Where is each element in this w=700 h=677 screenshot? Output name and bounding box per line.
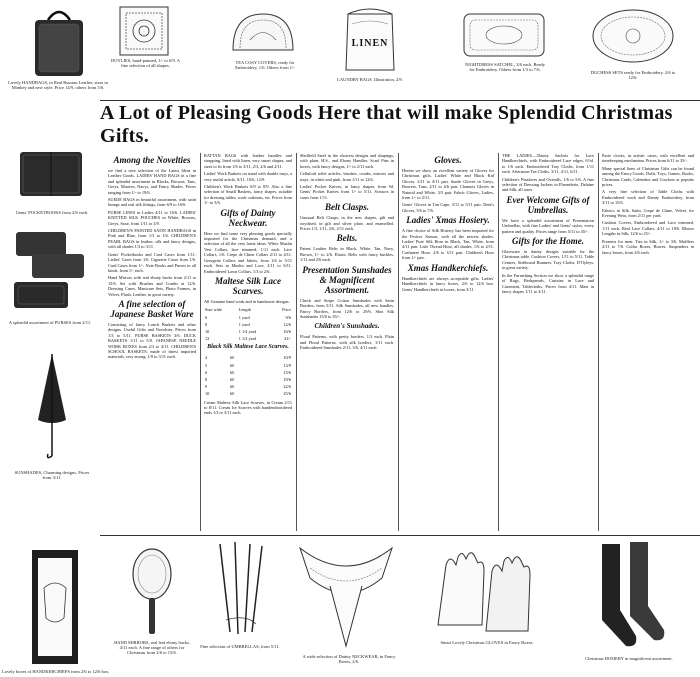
maltese-scarves-heading: Maltese Silk Lace Scarves. (215, 275, 281, 296)
duchess-caption: DUCHESS SETS ready for Embroidery. 2/6 to 12/6. (590, 70, 676, 80)
column-belts (300, 153, 394, 533)
neckwear-caption: A wide selection of Dainty NECKWEAR, in Fancy Boxes, 2/6. (302, 654, 396, 664)
home-gifts-heading: Gifts for the Home. (512, 236, 584, 247)
cream-scarves-text: Cream Maltese Silk Lace Scarves, in Cream 2/11 to 8/11. Cream Ice Scarves with handembroidered ends 1/3 to 3/11 each. (204, 399, 292, 416)
price-table-cell: 60 (229, 355, 235, 361)
column-umbrellas (502, 153, 594, 533)
children-sunshades-text: Floral Patterns, with pretty borders, 1/3 each. Plain and Floral Patterns, with silk borders, 1/11 each. Embroidered Sunshades 2/11, 3/6, 4/11 each. (300, 334, 394, 351)
duchess-set-illustration (590, 6, 676, 66)
sunshade-illustration (32, 350, 72, 462)
pinafores-text: Children's Pinafores and Overalls, 1/6 to 5/6. A fine selection of Dressing Jackets in Flannelette, Delaine and Silk, all sizes. (502, 176, 594, 193)
price-table-cell: 60 (229, 384, 235, 390)
basket-ware-text: Consisting of fancy Lunch Baskets and other designs. Useful Gifts and Novelties. Prices from 1/3 to 5/11. PURSE BASKETS 3/6. DUCK BASKETS 1/11 to 5/9. JAPANESE NEEDLE WORK BOXES from 2/3 to 4/11. CHILDREN'S SCHOOL BASKETS, made of finest imported materials, very strong, 1/9 to 3/11 each. (108, 321, 196, 360)
novelties-text-2: SUEDE BAGS in beautiful assortment, with satin linings and real silk fittings, from 6/9 to 16/6. (108, 197, 196, 208)
handbag-illustration (30, 6, 88, 78)
price-table-cell: 60 (229, 376, 235, 382)
price-table-row (204, 369, 292, 376)
black-silk-heading: Black Silk Maltese Lace Scarves. (207, 344, 289, 351)
novelties-text-3: PURSE LINES in Ladies 4/11 to 16/6. LADIES' KNITTED SILK POUCHES in White, Browns, Greys, Saxe, from 1/11 to 3/9. (108, 209, 196, 226)
price-table-cell: 21/- (284, 336, 291, 342)
price-table-row (204, 306, 292, 313)
handkerchiefs-text: Handkerchiefs are always acceptable gifts. Ladies' Handkerchiefs in fancy boxes, 2/6 to 12/6 box. Gents' Handkerchiefs in boxes, from 3/11. (402, 275, 494, 292)
price-table-row (204, 376, 292, 383)
home-gifts-text: Glassware in dainty designs suitable for the Christmas table. Cushion Covers, 1/11 to 5/11. Table Centres, Sideboard Runners, Tray Cloths, D'Oyleys, in great variety. (502, 249, 594, 271)
hosiery-illustration (580, 540, 674, 652)
column-divider (200, 153, 201, 531)
nightdress-satchel-illustration (462, 12, 546, 58)
price-table-cell: 60 (229, 369, 235, 375)
price-table-row (204, 335, 292, 342)
price-table-cell: Price (282, 307, 291, 313)
price-table-cell: 8 (205, 321, 208, 327)
novelties-text-4: CHILDREN'S PAINTED SATIN HANDBAGS in Pink and Blue, from 1/3 to 1/6. CHILDREN'S PEARL BAGS in leather, silk and fancy designs, with all shades 1/3 to 3/11. (108, 228, 196, 250)
column-novelties (108, 153, 196, 533)
belt-clasps-text: Unusual Belt Clasps, in the new shapes, gilt and oxydised, in gilt and silver plate, and enamelled. Prices 1/3, 1/11, 2/6, 2/11 each. (300, 215, 394, 232)
price-table-cell: 9/6 (285, 314, 291, 320)
children-baskets-text: Children's Work Baskets 6/9 to 8/9. Also a fine selection of Small Baskets, fancy shapes, suitable for dressing tables, work cushions, etc. Prices from 1/- to 3/6. (204, 184, 292, 206)
sunshades-text: Check and Stripe Cotton Sunshades with Satin Borders, from 5/11. Silk Sunshades, all new handles, Fancy Borders, from 12/6 to 29/6. Shot Silk Sunshades 15/6 to 35/-. (300, 297, 394, 319)
price-table-cell: 25/6 (283, 391, 291, 397)
price-table-cell: 10 (205, 328, 210, 334)
headline: A Lot of Pleasing Goods Here that will make Splendid Christmas Gifts. (100, 102, 673, 147)
gents-gloves-text: Gents' Gloves in Tan Cape, 3/11 to 5/11 pair. Dent's Gloves, 5/6 to 7/6. (402, 202, 494, 213)
gloves-heading: Gloves. (434, 155, 462, 165)
price-table-cell: 1 1/4 yard (238, 328, 257, 334)
maltese-scarves-text: All Genuine hand work and in handsome designs. (204, 298, 290, 304)
column-neckwear (204, 153, 292, 533)
price-table-cell: 12/6 (283, 321, 291, 327)
price-table-cell: 1 1/2 yard (238, 336, 257, 342)
price-table-cell: 16/6 (283, 328, 291, 334)
laundry-caption: LAUNDRY BAGS. Illustration, 2/9. (337, 77, 403, 82)
belt-clasps-heading: Belt Clasps. (324, 202, 369, 213)
sachets-text: THE LADIES.—Dainty Sachets for Lace Handkerchiefs, with Embroidered Lace edges, 6½d. to 1/6 each. Embroidered Tray Cloths, from 1/11 each. Afternoon Tea Cloths, 3/11, 4/11, 6/11. (502, 153, 594, 175)
price-table-cell: 19/6 (283, 376, 291, 382)
neckwear-heading: Gifts of Dainty Neckwear. (220, 207, 276, 228)
sunshades-caption: SUNSHADES, Charming designs. Prices from 3/11. (14, 470, 90, 480)
price-table-row (204, 362, 292, 369)
advertisement-sheet (100, 100, 700, 536)
fabrics-text: Fabrics in Silk, Satin, Crepe de Chine, Velvet, for Evening Wear, from 2/11 per yard. (602, 207, 694, 219)
scarf-table-1 (204, 306, 292, 342)
handkerchiefs-heading: Xmas Handkerchiefs. (407, 262, 489, 273)
celluloid-text: Celluloid toilet articles, brushes, combs, mirrors and trays, in white and pink, from 1/11 to 12/6. (300, 171, 394, 182)
scarf-table-2 (204, 354, 292, 397)
umbrellas-caption: Fine selection of UMBRELLAS, from 5/11. (200, 644, 280, 649)
novelties-text-1: we find a nice selection of the Latest Ideas in Leather Goods. LADIES' HAND BAGS in a fine and splendid assortment in Blacks, Browns, Tans, Greys, Mauves, Navys, and Fancy Shades. Prices ranging from 1/- to 19/6. (108, 168, 196, 195)
hosiery-text: A fine choice of Silk Hosiery has been imported for the Festive Season, with all the newest shades. Ladies' Pure Silk Hose in Black, Tan, White, from 4/11 pair. Lisle Thread Hose, all shades, 1/6 to 2/11. Cashmere Hose, 2/6 to 3/11 pair. Children's Hose from 1/- pair. (402, 228, 494, 261)
rattan-bags-text: RATTAN BAGS with leather handles and strapping, lined with linen, very smart shapes, and sizes to fit from 1/6 to 3/11, 2/3, 2/6 and 2/11. (204, 153, 292, 169)
price-table-cell: 22/6 (283, 384, 291, 390)
handbags-caption: Lovely HANDBAGS, in Real Russian Leather, sizes in Monkey and new style. Price 14/9, others from 5/6. (8, 80, 108, 90)
handkerchiefs-caption: Lovely boxes of HANDKERCHIEFS from 2/6 to 12/6 box. (2, 669, 110, 674)
presents-men-text: Presents for men: Ties in Silk, 1/- to 3/6. Mufflers 2/11 to 7/6. Collar Boxes, Braces, Suspenders in fancy boxes, from 2/6 each. (602, 238, 694, 255)
column-divider (398, 153, 399, 531)
steel-text: Sheffield Steel in the choicest designs and shapings, with plain, H.S., and Ebony Handles. Scarf Pins in boxes, with fancy designs, 1/- to 2/11 each. (300, 153, 394, 169)
price-table-row (204, 354, 292, 361)
price-table-cell: 1 yard (238, 314, 250, 320)
mirrors-caption: HAND MIRRORS, real leaf ebony backs, 4/11 each. A fine range of others for Christmas from 2/6 to 15/6. (114, 640, 190, 655)
gloves-caption: Smart Lovely Christmas GLOVES in Fancy Boxes. (440, 640, 534, 645)
price-table-cell: 15/6 (283, 369, 291, 375)
tea-cosy-illustration (230, 10, 296, 52)
price-table-cell: 10/9 (283, 355, 291, 361)
work-baskets-text: Ladies' Work Baskets on stand with double trays, a very useful article, 8/11, 10/6, 12/9. (204, 171, 292, 182)
doylie-illustration (118, 5, 170, 57)
gloves-text: Herein we show an excellent variety of Gloves for Christmas gifts. Ladies' White and Black Kid Gloves, 2/11 to 4/11 pair. Suede Gloves in Greys, Beavers, Tans, 2/11 to 4/6 pair. Chamois Gloves in Natural and White, 3/3 pair. Fabric Gloves, Ladies, from 1/- to 2/11. (402, 168, 494, 201)
doylies-caption: DOYLIES, hand-painted, 1/- to 6/9. A fine selection of all shapes. (111, 58, 180, 68)
table-cloths-text: A very fine selection of Table Cloths with Embroidered work and Dainty Embroidery, from 3/11 to 15/6. (602, 189, 694, 206)
price-table-cell: 5 (205, 362, 208, 368)
price-table-cell: 60 (229, 391, 235, 397)
belts-heading: Belts. (336, 233, 358, 244)
pocketbook-illustration (18, 148, 84, 200)
neckwear-text: Here we find some very pleasing goods specially imported for the Christmas demand, and a selection of all the very latest ideas. White Muslin Vest Collars, lace trimmed, 1/11 each. Lace Collars, 1/6. Crepe de Chine Collars 2/11 to 4/11. Georgette Collars and Jabots, from 1/6 to 5/11 each. Sets in Muslin and Lace, 2/11 to 6/11. Embroidered Lawn Collars, 1/3 to 2/6. (204, 230, 292, 274)
children-sunshades-heading: Children's Sunshades. (314, 322, 380, 331)
price-table-cell: 10 (205, 391, 210, 397)
purses-illustration (10, 228, 90, 312)
price-table-row (204, 390, 292, 397)
price-table-row (204, 321, 292, 328)
price-table-cell: 1 yard (238, 321, 250, 327)
column-misc (602, 153, 694, 533)
novelties-text-5: Gents' Pocketbooks and Card Cases from 1/11. Ladies' Cases from 1/6. Cigarette Cases from 1/6. Card Cases from 1/-. Note Books and Purses in all kinds, from 1/- each. (108, 251, 196, 273)
nightdress-caption: NIGHTDRESS SATCHEL, 3/6 each. Ready for Embroidery. Others from 1/3 to 7/6. (465, 62, 545, 72)
novelties-heading: Among the Novelties (113, 155, 191, 165)
pocketbooks-caption: Gents' POCKETBOOKS from 2/6 each. (15, 210, 89, 215)
price-table-cell: 13/9 (283, 362, 291, 368)
neckwear-illustration (290, 538, 402, 650)
purses-caption: A splendid assortment of PURSES from 2/11. (8, 320, 92, 325)
umbrellas-text: We have a splendid assortment of Presentation Umbrellas, with fine Ladies' and Gents' styles, every pattern and quality. Prices range from 5/11 to 45/-. (502, 217, 594, 234)
furnishing-text: In the Furnishing Section we show a splendid range of Rugs, Bedspreads, Curtains in Lace and Casement, Tablecloths. Prices from 4/11. Mats in fancy shapes 1/11 to 2/11. (502, 272, 594, 294)
price-table (204, 306, 292, 342)
handkerchief-box-illustration (30, 548, 80, 668)
price-table-cell: Size wide (205, 307, 222, 313)
price-table-cell: Length (238, 307, 251, 313)
price-table-cell: 6 (205, 369, 208, 375)
price-table-cell: 6 (205, 314, 208, 320)
sunshades-heading: Presentation Sunshades & Magnificent Assortment. (302, 264, 392, 295)
price-table (204, 354, 292, 397)
column-gloves (402, 153, 494, 533)
umbrellas-heading: Ever Welcome Gifts of Umbrellas. (506, 194, 590, 215)
price-table-cell: 60 (229, 362, 235, 368)
hosiery-heading: Ladies' Xmas Hosiery. (406, 215, 490, 226)
basket-ware-heading: A fine selection of Japanese Basket Ware (110, 298, 194, 319)
column-divider (598, 153, 599, 531)
hosiery-caption: Christmas HOSIERY in magnificent assortment. (585, 656, 673, 661)
price-table-cell: 12 (205, 336, 210, 342)
linen-label: LINEN (351, 38, 389, 49)
price-table-row (204, 383, 292, 390)
price-table-cell: 4 (205, 355, 208, 361)
tea-cosy-caption: TEA COSY COVERS, ready for Embroidery, 1/6. Others from 1/- (235, 60, 295, 70)
price-table-row (204, 328, 292, 335)
belts-text: Patent Leather Belts in Black, White, Tan, Navy, Brown, 1/- to 2/6. Elastic Belts with fancy buckles, 1/11 and 2/6 each. (300, 246, 394, 263)
column-divider (498, 153, 499, 531)
laundry-bag-illustration (340, 4, 400, 74)
cushion-covers-text: Cushion Covers, Embroidered and Lace trimmed, 1/11 each. Real Lace Collars, 4/11 to 18/6. Blouse Lengths in Silk, 12/6 to 25/-. (602, 220, 694, 237)
gloves-illustration (428, 545, 540, 635)
knives-text: Ladies' Pocket Knives, in fancy shapes, from 9d. Gents' Pocket Knives from 1/- to 5/11. Scissors in cases from 1/11. (300, 184, 394, 200)
hand-mirror-illustration (130, 546, 174, 636)
price-table-row (204, 314, 292, 321)
price-table-cell: 8 (205, 376, 208, 382)
novelties-text-6: Hand Mirrors with real ebony backs from 2/11 to 15/6. Set with Brushes and Combs at 12/6. Dressing Cases, Manicure Sets, Photo Frames, in Velvet, Plush, Leather, in great variety. (108, 275, 196, 297)
price-table-cell: 9 (205, 384, 208, 390)
umbrellas-illustration (200, 540, 280, 640)
fancy-goods-text: Many special lines of Christmas Gifts can be found among the Fancy Goods. Dolls, Toys, Games, Books, Christmas Cards, Calendars and Crackers at popular prices. (602, 165, 694, 188)
column-divider (296, 153, 297, 531)
clocks-text: Paste clocks, in artistic cases, with excellent and timekeeping mechanism. Prices from 6/11 to 35/-. (602, 153, 694, 164)
